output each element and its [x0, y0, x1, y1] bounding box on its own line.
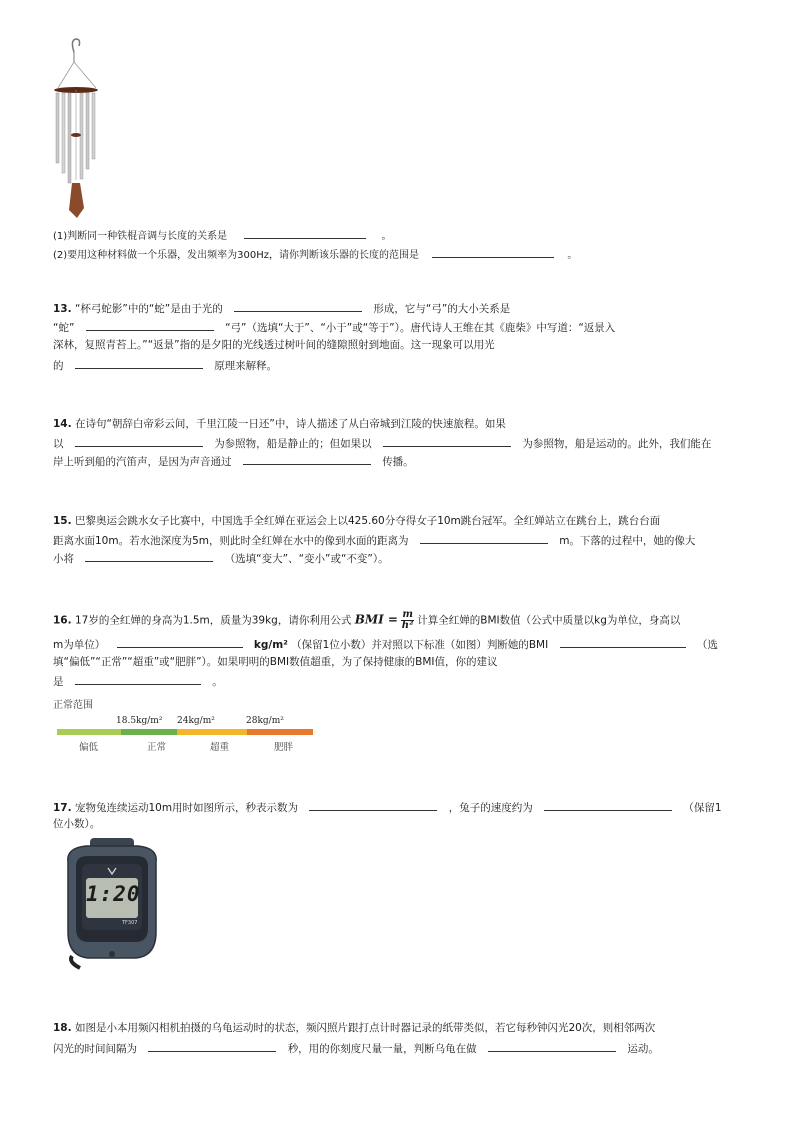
q16-line-3: 填“偏低”“正常”“超重”或“肥胖”）。如果明明的BMI数值超重，为了保持健康的BMI值，你的建议: [53, 656, 498, 668]
q13-line-2: “蛇” “弓”（选填“大于”、“小于”或“等于”）。唐代诗人王维在其《鹿柴》中写道：“返景入: [53, 319, 615, 335]
answer-blank[interactable]: [560, 636, 686, 648]
bmi-segment-over: [177, 729, 247, 735]
bmi-threshold-label: 24kg/m²: [177, 716, 215, 726]
wind-chime-image: [50, 38, 110, 220]
q18-line-2: 闪光的时间间隔为 秒，用的你刻度尺量一量，判断乌龟在做 运动。: [53, 1040, 659, 1056]
bmi-segment-normal: [121, 729, 177, 735]
question-number: 15.: [53, 515, 72, 527]
bmi-category-label: 偏低: [79, 742, 99, 753]
stopwatch-display: 1:20: [86, 882, 141, 906]
stopwatch-image: [60, 836, 164, 972]
answer-blank[interactable]: [488, 1040, 616, 1052]
q15-line-2: 距离水面10m。若水池深度为5m，则此时全红婵在水中的像到水面的距离为 m。下落的过程中，她的像大: [53, 532, 695, 548]
bmi-threshold-label: 18.5kg/m²: [116, 716, 163, 726]
answer-blank[interactable]: [117, 636, 243, 648]
q14-line-1: 14. 在诗句“朝辞白帝彩云间，千里江陵一日还”中，诗人描述了从白帝城到江陵的快速旅程。如果: [53, 418, 506, 430]
q18-line-1: 18. 如图是小本用频闪相机拍摄的乌龟运动时的状态，频闪照片跟打点计时器记录的纸带类似，若它每秒钟闪光20次，则相邻两次: [53, 1022, 656, 1034]
q13-line-4: 的 原理来解释。: [53, 357, 277, 373]
bmi-fraction: $\frac{m}{\text{h²}}$: [401, 609, 414, 631]
answer-blank[interactable]: [234, 300, 362, 312]
question-number: 18.: [53, 1022, 72, 1034]
answer-blank[interactable]: [75, 357, 203, 369]
q17-line-1: 17. 宠物兔连续运动10m用时如图所示，秒表示数为 ，兔子的速度约为 （保留1: [53, 799, 722, 815]
q16-line-1: 16. 17岁的全红婵的身高为1.5m，质量为39kg，请你利用公式 BMI = $\frac{m}{\text{h²}}$ 计算全红婵的BMI数值（公式中质量以kg为单位，身高以: [53, 609, 681, 631]
question-number: 17.: [53, 802, 72, 814]
sub-question-2: (2)要用这种材料做一个乐器，发出频率为300Hz，请你判断该乐器的长度的范围是 。: [53, 246, 577, 263]
bmi-segment-low: [57, 729, 121, 735]
answer-blank[interactable]: [309, 799, 437, 811]
answer-blank[interactable]: [75, 673, 201, 685]
answer-blank[interactable]: [148, 1040, 276, 1052]
answer-blank[interactable]: [86, 319, 214, 331]
bmi-category-label: 肥胖: [274, 742, 294, 753]
answer-blank[interactable]: [544, 799, 672, 811]
bmi-category-label: 正常: [147, 742, 167, 753]
q17-line-2: 位小数）。: [53, 818, 101, 830]
q15-line-3: 小将 （选填“变大”、“变小”或“不变”）。: [53, 550, 389, 566]
q16-line-2: m为单位） kg/m² （保留1位小数）并对照以下标准（如图）判断她的BMI （选: [53, 636, 718, 652]
q14-line-3: 岸上听到船的汽笛声，是因为声音通过 传播。: [53, 453, 414, 469]
question-number: 16.: [53, 614, 72, 627]
q13-line-3: 深林，复照青苔上。”“返景”指的是夕阳的光线透过树叶间的缝隙照射到地面。这一现象可以用光: [53, 339, 495, 351]
bmi-scale-title: 正常范围: [53, 700, 93, 711]
bmi-segment-obese: [247, 729, 313, 735]
q15-line-1: 15. 巴黎奥运会跳水女子比赛中，中国选手全红婵在亚运会上以425.60分夺得女子10m跳台冠军。全红婵站立在跳台上，跳台台面: [53, 515, 661, 527]
answer-blank[interactable]: [85, 550, 213, 562]
q14-line-2: 以 为参照物，船是静止的；但如果以 为参照物，船是运动的。此外，我们能在: [53, 435, 711, 451]
bmi-category-label: 超重: [210, 742, 230, 753]
answer-blank[interactable]: [432, 246, 554, 258]
answer-blank[interactable]: [75, 435, 203, 447]
answer-blank[interactable]: [243, 453, 371, 465]
q13-line-1: 13. “杯弓蛇影”中的“蛇”是由于光的 形成，它与“弓”的大小关系是: [53, 300, 510, 316]
answer-blank[interactable]: [244, 227, 366, 239]
answer-blank[interactable]: [383, 435, 511, 447]
bmi-formula: BMI =: [354, 612, 398, 627]
answer-blank[interactable]: [420, 532, 548, 544]
sub-question-1: (1)判断同一种铁棍音调与长度的关系是 。: [53, 227, 392, 244]
bmi-threshold-label: 28kg/m²: [246, 716, 284, 726]
question-number: 13.: [53, 303, 72, 315]
question-number: 14.: [53, 418, 72, 430]
bmi-scale-bar: [57, 729, 313, 735]
stopwatch-model-label: TF307: [122, 920, 138, 926]
q16-line-4: 是 。: [53, 673, 223, 689]
